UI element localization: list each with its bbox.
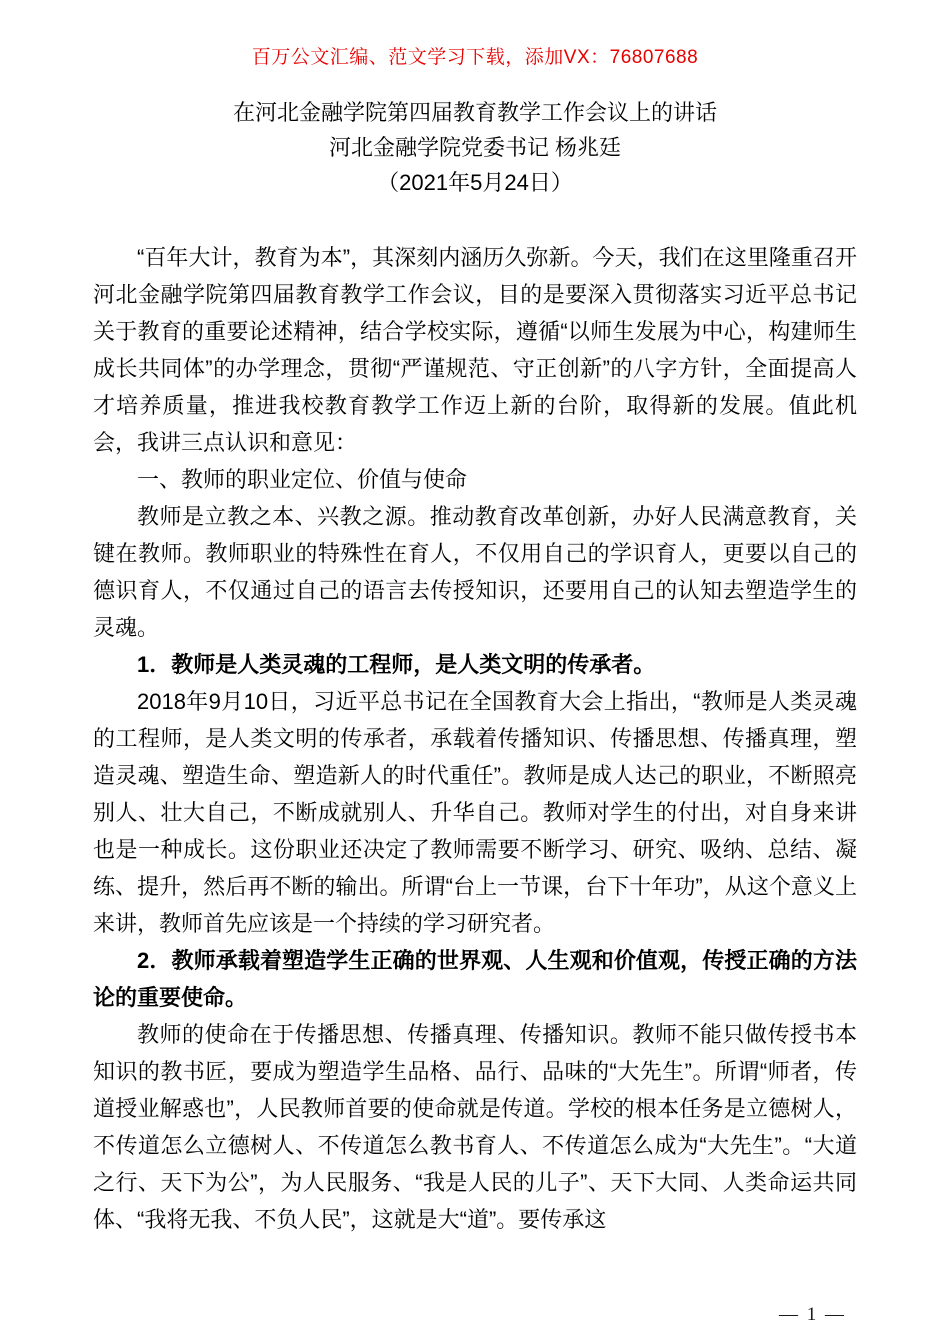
author-line: 河北金融学院党委书记 杨兆廷 [328, 135, 622, 160]
section-heading-1: 一、教师的职业定位、价值与使命 [137, 467, 468, 492]
subheading-2: 2．教师承载着塑造学生正确的世界观、人生观和价值观，传授正确的方法论的重要使命。 [93, 948, 857, 1010]
paragraph-teacher-role: 教师是立教之本、兴教之源。推动教育改革创新，办好人民满意教育，关键在教师。教师职业的特殊性在育人，不仅用自己的学识育人，更要以自己的德识育人，不仅通过自己的语言去传授知识，还要用自己的认知去塑造学生的灵魂。 [93, 504, 857, 640]
paragraph-engineer-of-soul: 2018年9月10日，习近平总书记在全国教育大会上指出，“教师是人类灵魂的工程师，是人类文明的传承者，承载着传播知识、传播思想、传播真理，塑造灵魂、塑造生命、塑造新人的时代重任”。教师是成人达己的职业，不断照亮别人、壮大自己，不断成就别人、升华自己。教师对学生的付出，对自身来讲也是一种成长。这份职业还决定了教师需要不断学习、研究、吸纳、总结、凝练、提升，然后再不断的输出。所谓“台上一节课，台下十年功”，从这个意义上来讲，教师首先应该是一个持续的学习研究者。 [93, 689, 857, 936]
subheading-1: 1．教师是人类灵魂的工程师，是人类文明的传承者。 [137, 652, 656, 677]
watermark-banner: 百万公文汇编、范文学习下载，添加VX：76807688 [251, 47, 699, 68]
paragraph-mission: 教师的使命在于传播思想、传播真理、传播知识。教师不能只做传授书本知识的教书匠，要成为塑造学生品格、品行、品味的“大先生”。所谓“师者，传道授业解惑也”，人民教师首要的使命就是传道。学校的根本任务是立德树人，不传道怎么立德树人、不传道怎么教书育人、不传道怎么成为“大先生”。“大道之行、天下为公”，为人民服务、“我是人民的儿子”、天下大同、人类命运共同体、“我将无我、不负人民”，这就是大“道”。要传承这 [93, 1022, 857, 1232]
document-title: 在河北金融学院第四届教育教学工作会议上的讲话 [232, 100, 717, 125]
page-number: — 1 — [779, 1304, 846, 1325]
document-body [93, 239, 857, 1238]
paragraph-intro: “百年大计，教育为本”，其深刻内涵历久弥新。今天，我们在这里隆重召开河北金融学院第四届教育教学工作会议，目的是要深入贯彻落实习近平总书记关于教育的重要论述精神，结合学校实际，遵循“以师生发展为中心，构建师生成长共同体”的办学理念，贯彻“严谨规范、守正创新”的八字方针，全面提高人才培养质量，推进我校教育教学工作迈上新的台阶，取得新的发展。值此机会，我讲三点认识和意见： [93, 245, 857, 455]
date-line: （2021年5月24日） [377, 170, 573, 195]
title-block [0, 95, 950, 200]
